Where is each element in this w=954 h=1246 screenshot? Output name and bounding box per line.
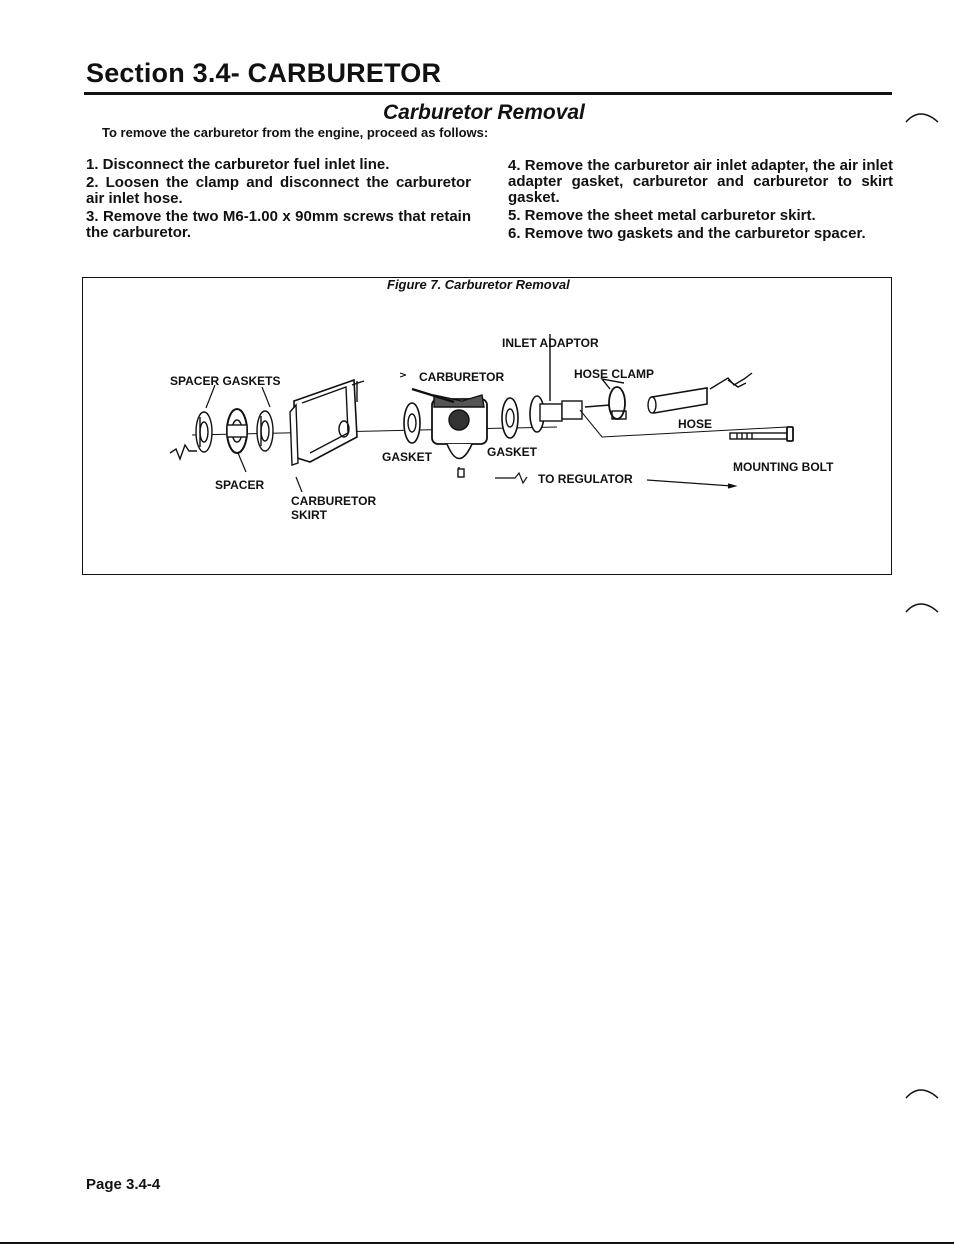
label-spacer: SPACER — [215, 478, 265, 492]
carburetor-gasket-right — [502, 398, 518, 438]
label-gasket-right: GASKET — [487, 445, 538, 459]
intro-text: To remove the carburetor from the engine, proceed as follows: — [102, 125, 489, 140]
title-rule — [84, 92, 892, 95]
carburetor-gasket-left — [404, 403, 420, 443]
hose-clamp-part — [585, 379, 626, 419]
carburetor-exploded-diagram — [82, 277, 890, 573]
page-number: Page 3.4-4 — [86, 1176, 161, 1193]
label-inlet-adaptor: INLET ADAPTOR — [502, 336, 599, 350]
subtitle: Carburetor Removal — [383, 101, 585, 124]
steps-left-column — [86, 157, 471, 243]
step-item: 3. Remove the two M6-1.00 x 90mm screws that retain the carburetor. — [86, 208, 471, 241]
steps-right-column — [508, 158, 893, 244]
step-item: 2. Loosen the clamp and disconnect the carburetor air inlet hose. — [86, 174, 471, 207]
step-item: 4. Remove the carburetor air inlet adapter, the air inlet adapter gasket, carburetor and carburetor to skirt gasket. — [508, 157, 893, 206]
label-mounting-bolt: MOUNTING BOLT — [733, 460, 834, 474]
margin-mark — [904, 108, 944, 128]
margin-mark — [904, 1084, 944, 1104]
bottom-rule — [0, 1242, 954, 1244]
label-spacer-gaskets: SPACER GASKETS — [170, 374, 281, 388]
step-item: 1. Disconnect the carburetor fuel inlet line. — [86, 156, 390, 173]
label-hose-clamp: HOSE CLAMP — [574, 367, 655, 381]
carburetor-skirt — [290, 380, 364, 465]
label-to-regulator: TO REGULATOR — [538, 472, 633, 486]
spacer-gasket-1 — [196, 412, 212, 452]
section-title: Section 3.4- CARBURETOR — [86, 58, 442, 88]
spacer-gasket-2 — [257, 411, 273, 451]
figure-caption: Figure 7. Carburetor Removal — [387, 277, 570, 292]
label-hose: HOSE — [678, 417, 713, 431]
step-item: 6. Remove two gaskets and the carburetor spacer. — [508, 225, 866, 242]
label-carburetor-skirt-line2: SKIRT — [291, 508, 327, 522]
step-item: 5. Remove the sheet metal carburetor skirt. — [508, 207, 816, 224]
spacer-part — [227, 409, 247, 453]
hose-part — [648, 373, 752, 413]
label-gasket-left: GASKET — [382, 450, 433, 464]
margin-mark — [904, 598, 944, 618]
fuel-line-squiggle — [170, 445, 197, 459]
label-carburetor-skirt-line1: CARBURETOR — [291, 494, 377, 508]
label-carburetor: CARBURETOR — [419, 370, 505, 384]
